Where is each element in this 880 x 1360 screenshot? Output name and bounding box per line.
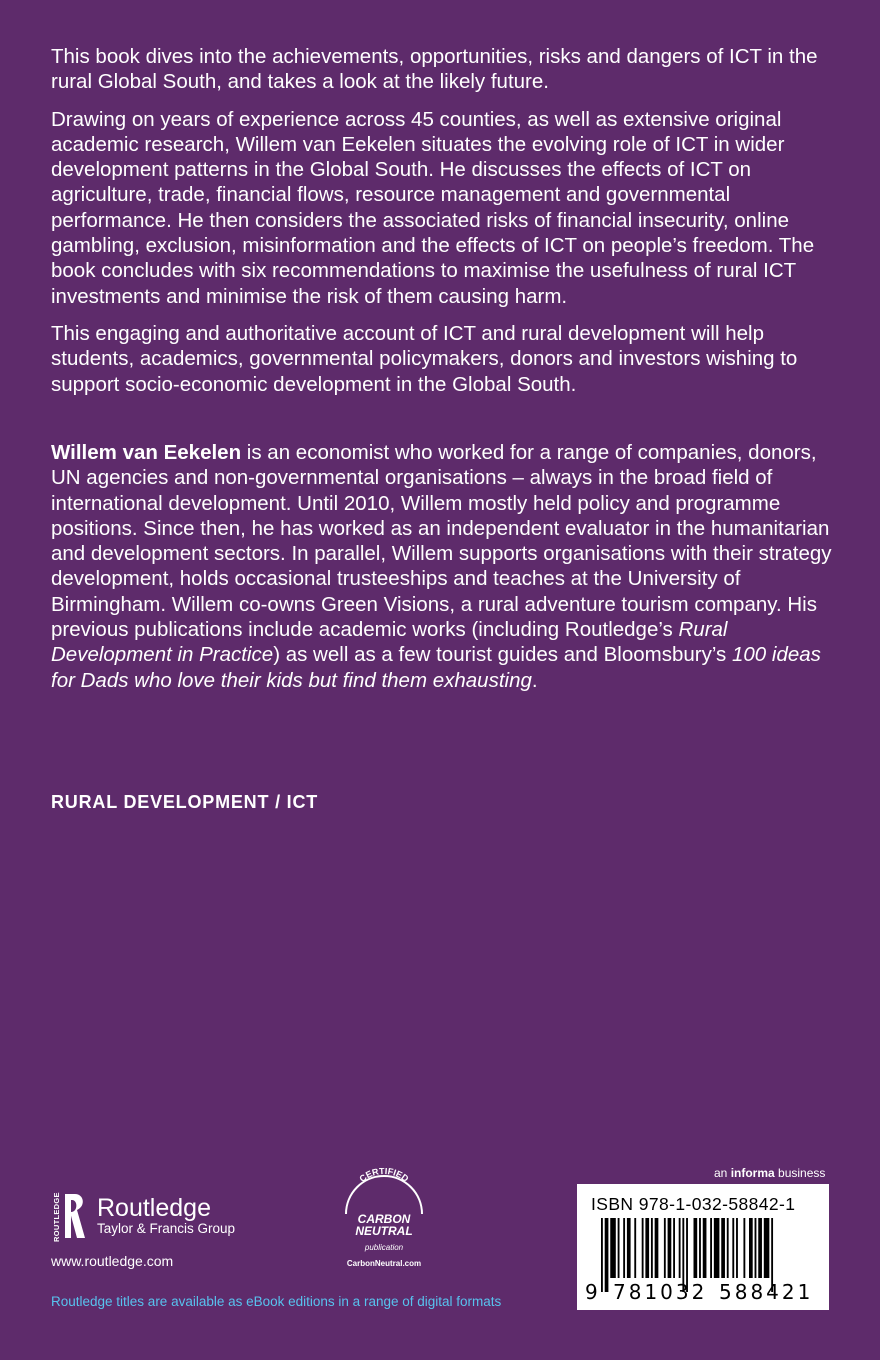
barcode-bar — [736, 1218, 738, 1278]
barcode-bar — [655, 1218, 659, 1278]
barcode-bar — [694, 1218, 698, 1278]
carbon-word: CARBON — [357, 1212, 411, 1226]
barcode-first-digit: 9 — [585, 1280, 598, 1304]
barcode-bar — [664, 1218, 666, 1278]
description-paragraph-2: Drawing on years of experience across 45 counties, as well as extensive original academic research, Willem van Eekelen situates the evolving role of ICT in wider development patterns in the Global South. He discusses the effects of ICT on agriculture, trade, financial flows, resource management and governmental performance. He then considers the associated risks of financial insecurity, online gambling, exclusion, misinformation and the effects of ICT on people’s freedom. The book concludes with six recommendations to maximise the usefulness of rural ICT investments and minimise the risk of them causing harm. — [51, 107, 815, 308]
subject-category: RURAL DEVELOPMENT / ICT — [51, 792, 319, 812]
barcode-bar — [732, 1218, 734, 1278]
barcode-bar — [634, 1218, 636, 1278]
barcode-bar — [703, 1218, 707, 1278]
bio-text-1: is an economist who worked for a range of companies, donors, UN agencies and non-governmental organisations – always in the broad field of international development. Until 2010, Willem mostly held policy and programme positions. Since then, he has worked as an independent evaluator in the humanitarian and development sectors. In parallel, Willem supports organisations with their strategy development, holds occasional trusteeships and teaches at the University of Birmingham. Willem co-owns Green Visions, a rural adventure tourism company. His previous publications include academic works (including Routledge’s — [51, 441, 832, 642]
informa-tagline: an informa business — [714, 1166, 826, 1180]
book-title-1: Rural Development in Practice — [51, 618, 728, 667]
barcode-bar — [651, 1218, 653, 1278]
barcode-bar — [668, 1218, 672, 1278]
carbon-url: CarbonNeutral.com — [346, 1259, 422, 1268]
barcode-bar — [758, 1218, 762, 1278]
book-title-2: 100 ideas for Dads who love their kids but find them exhausting — [51, 643, 821, 692]
publisher-url[interactable]: www.routledge.com — [51, 1253, 174, 1269]
ebook-note: Routledge titles are available as eBook editions in a range of digital formats — [51, 1294, 502, 1309]
barcode-bar — [764, 1218, 770, 1278]
neutral-word: NEUTRAL — [355, 1224, 413, 1238]
barcode-bar — [601, 1218, 603, 1292]
barcode-bar — [721, 1218, 725, 1278]
barcode-bar — [727, 1218, 729, 1278]
carbon-certified-text: CERTIFIED — [357, 1168, 411, 1184]
barcode-digits-left: 781032 — [613, 1280, 708, 1304]
publisher-group: Taylor & Francis Group — [97, 1221, 236, 1236]
barcode-digits-right: 588421 — [719, 1280, 814, 1304]
isbn-label: ISBN 978-1-032-58842-1 — [591, 1194, 796, 1214]
routledge-r-icon — [51, 1190, 87, 1242]
description-paragraph-1: This book dives into the achievements, opportunities, risks and dangers of ICT in the rural Global South, and takes a look at the likely future. — [51, 45, 818, 94]
barcode-bar — [645, 1218, 649, 1278]
barcode-bar — [605, 1218, 609, 1292]
barcode-bar — [755, 1218, 757, 1278]
carbon-neutral-badge — [336, 1168, 432, 1276]
author-name: Willem van Eekelen — [51, 441, 242, 464]
barcode-bar — [710, 1218, 712, 1278]
barcode-bar — [699, 1218, 701, 1278]
description-paragraph-3: This engaging and authoritative account of ICT and rural development will help students, academics, governmental policymakers, donors and investors wishing to support socio-economic development in the Global South. — [51, 321, 798, 396]
barcode-bar — [623, 1218, 625, 1278]
barcode-bar — [749, 1218, 753, 1278]
publisher-logo — [51, 1190, 235, 1242]
bio-text-2: ) as well as a few tourist guides and Bloomsbury’s — [273, 643, 732, 667]
publisher-name: Routledge — [97, 1194, 211, 1222]
isbn-barcode — [577, 1184, 829, 1310]
barcode-bar — [673, 1218, 675, 1278]
informa-brand: informa — [730, 1166, 775, 1180]
bio-text-3: . — [531, 668, 538, 692]
barcode-bar — [642, 1218, 644, 1278]
author-bio — [51, 440, 835, 693]
barcode-bar — [610, 1218, 616, 1278]
barcode-bar — [743, 1218, 745, 1278]
carbon-publication-text: publication — [364, 1243, 404, 1252]
description-block — [51, 44, 835, 409]
barcode-bar — [679, 1218, 681, 1278]
routledge-vertical-wordmark: ROUTLEDGE — [52, 1192, 61, 1242]
barcode-bar — [627, 1218, 631, 1278]
barcode-bar — [714, 1218, 720, 1278]
barcode-bar — [618, 1218, 620, 1278]
